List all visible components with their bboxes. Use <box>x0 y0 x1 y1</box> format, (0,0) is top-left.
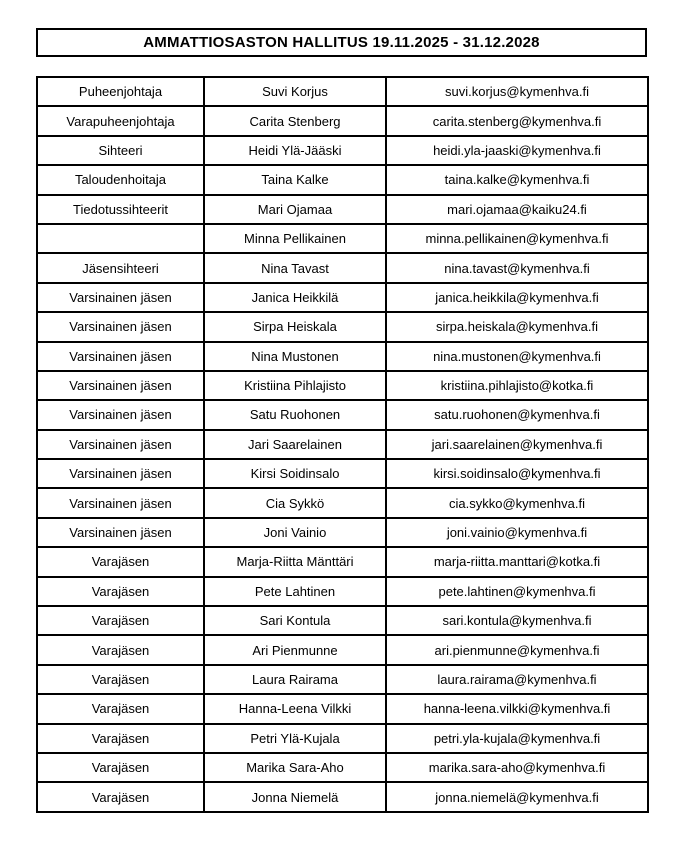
name-cell: Joni Vainio <box>204 518 386 547</box>
role-cell: Taloudenhoitaja <box>37 165 204 194</box>
table-row <box>37 547 648 576</box>
name-cell: Minna Pellikainen <box>204 224 386 253</box>
table-row <box>37 665 648 694</box>
role-cell: Varsinainen jäsen <box>37 342 204 371</box>
table-row <box>37 635 648 664</box>
name-cell: Suvi Korjus <box>204 77 386 106</box>
table-row <box>37 371 648 400</box>
email-cell: hanna-leena.vilkki@kymenhva.fi <box>386 694 648 723</box>
role-cell: Puheenjohtaja <box>37 77 204 106</box>
name-cell: Pete Lahtinen <box>204 577 386 606</box>
table-row <box>37 136 648 165</box>
table-row <box>37 195 648 224</box>
table-row <box>37 724 648 753</box>
table-row <box>37 342 648 371</box>
role-cell: Varsinainen jäsen <box>37 459 204 488</box>
document-title: AMMATTIOSASTON HALLITUS 19.11.2025 - 31.12.2028 <box>143 34 540 51</box>
role-cell: Varsinainen jäsen <box>37 371 204 400</box>
name-cell: Satu Ruohonen <box>204 400 386 429</box>
name-cell: Petri Ylä-Kujala <box>204 724 386 753</box>
board-table <box>36 76 649 813</box>
email-cell: laura.rairama@kymenhva.fi <box>386 665 648 694</box>
role-cell: Varsinainen jäsen <box>37 283 204 312</box>
email-cell: nina.tavast@kymenhva.fi <box>386 253 648 282</box>
email-cell: sirpa.heiskala@kymenhva.fi <box>386 312 648 341</box>
table-row <box>37 459 648 488</box>
role-cell: Varsinainen jäsen <box>37 312 204 341</box>
email-cell: taina.kalke@kymenhva.fi <box>386 165 648 194</box>
table-row <box>37 606 648 635</box>
table-row <box>37 753 648 782</box>
table-row <box>37 253 648 282</box>
name-cell: Heidi Ylä-Jääski <box>204 136 386 165</box>
name-cell: Taina Kalke <box>204 165 386 194</box>
name-cell: Janica Heikkilä <box>204 283 386 312</box>
role-cell: Varajäsen <box>37 635 204 664</box>
name-cell: Marika Sara-Aho <box>204 753 386 782</box>
email-cell: pete.lahtinen@kymenhva.fi <box>386 577 648 606</box>
table-row <box>37 400 648 429</box>
email-cell: kristiina.pihlajisto@kotka.fi <box>386 371 648 400</box>
table-row <box>37 77 648 106</box>
name-cell: Jari Saarelainen <box>204 430 386 459</box>
role-cell <box>37 224 204 253</box>
name-cell: Sari Kontula <box>204 606 386 635</box>
role-cell: Varajäsen <box>37 694 204 723</box>
table-row <box>37 106 648 135</box>
email-cell: petri.yla-kujala@kymenhva.fi <box>386 724 648 753</box>
email-cell: marja-riitta.manttari@kotka.fi <box>386 547 648 576</box>
email-cell: janica.heikkila@kymenhva.fi <box>386 283 648 312</box>
table-row <box>37 283 648 312</box>
table-row <box>37 312 648 341</box>
role-cell: Varajäsen <box>37 665 204 694</box>
email-cell: heidi.yla-jaaski@kymenhva.fi <box>386 136 648 165</box>
table-row <box>37 782 648 812</box>
role-cell: Varajäsen <box>37 547 204 576</box>
name-cell: Kristiina Pihlajisto <box>204 371 386 400</box>
role-cell: Varsinainen jäsen <box>37 488 204 517</box>
role-cell: Varsinainen jäsen <box>37 518 204 547</box>
table-row <box>37 165 648 194</box>
role-cell: Varajäsen <box>37 724 204 753</box>
role-cell: Sihteeri <box>37 136 204 165</box>
email-cell: satu.ruohonen@kymenhva.fi <box>386 400 648 429</box>
email-cell: mari.ojamaa@kaiku24.fi <box>386 195 648 224</box>
name-cell: Nina Mustonen <box>204 342 386 371</box>
table-row <box>37 488 648 517</box>
role-cell: Varajäsen <box>37 753 204 782</box>
email-cell: carita.stenberg@kymenhva.fi <box>386 106 648 135</box>
table-row <box>37 224 648 253</box>
name-cell: Marja-Riitta Mänttäri <box>204 547 386 576</box>
document-title-box <box>36 28 647 57</box>
name-cell: Ari Pienmunne <box>204 635 386 664</box>
email-cell: minna.pellikainen@kymenhva.fi <box>386 224 648 253</box>
email-cell: joni.vainio@kymenhva.fi <box>386 518 648 547</box>
email-cell: kirsi.soidinsalo@kymenhva.fi <box>386 459 648 488</box>
email-cell: cia.sykko@kymenhva.fi <box>386 488 648 517</box>
name-cell: Nina Tavast <box>204 253 386 282</box>
role-cell: Varapuheenjohtaja <box>37 106 204 135</box>
name-cell: Mari Ojamaa <box>204 195 386 224</box>
role-cell: Varajäsen <box>37 782 204 812</box>
email-cell: jonna.niemelä@kymenhva.fi <box>386 782 648 812</box>
name-cell: Laura Rairama <box>204 665 386 694</box>
email-cell: sari.kontula@kymenhva.fi <box>386 606 648 635</box>
role-cell: Jäsensihteeri <box>37 253 204 282</box>
name-cell: Carita Stenberg <box>204 106 386 135</box>
role-cell: Varajäsen <box>37 606 204 635</box>
email-cell: suvi.korjus@kymenhva.fi <box>386 77 648 106</box>
name-cell: Cia Sykkö <box>204 488 386 517</box>
role-cell: Varajäsen <box>37 577 204 606</box>
role-cell: Varsinainen jäsen <box>37 430 204 459</box>
table-row <box>37 518 648 547</box>
role-cell: Tiedotussihteerit <box>37 195 204 224</box>
name-cell: Hanna-Leena Vilkki <box>204 694 386 723</box>
table-row <box>37 430 648 459</box>
board-table-body <box>37 77 648 812</box>
email-cell: jari.saarelainen@kymenhva.fi <box>386 430 648 459</box>
name-cell: Jonna Niemelä <box>204 782 386 812</box>
email-cell: nina.mustonen@kymenhva.fi <box>386 342 648 371</box>
name-cell: Kirsi Soidinsalo <box>204 459 386 488</box>
email-cell: ari.pienmunne@kymenhva.fi <box>386 635 648 664</box>
table-row <box>37 694 648 723</box>
role-cell: Varsinainen jäsen <box>37 400 204 429</box>
name-cell: Sirpa Heiskala <box>204 312 386 341</box>
email-cell: marika.sara-aho@kymenhva.fi <box>386 753 648 782</box>
table-row <box>37 577 648 606</box>
